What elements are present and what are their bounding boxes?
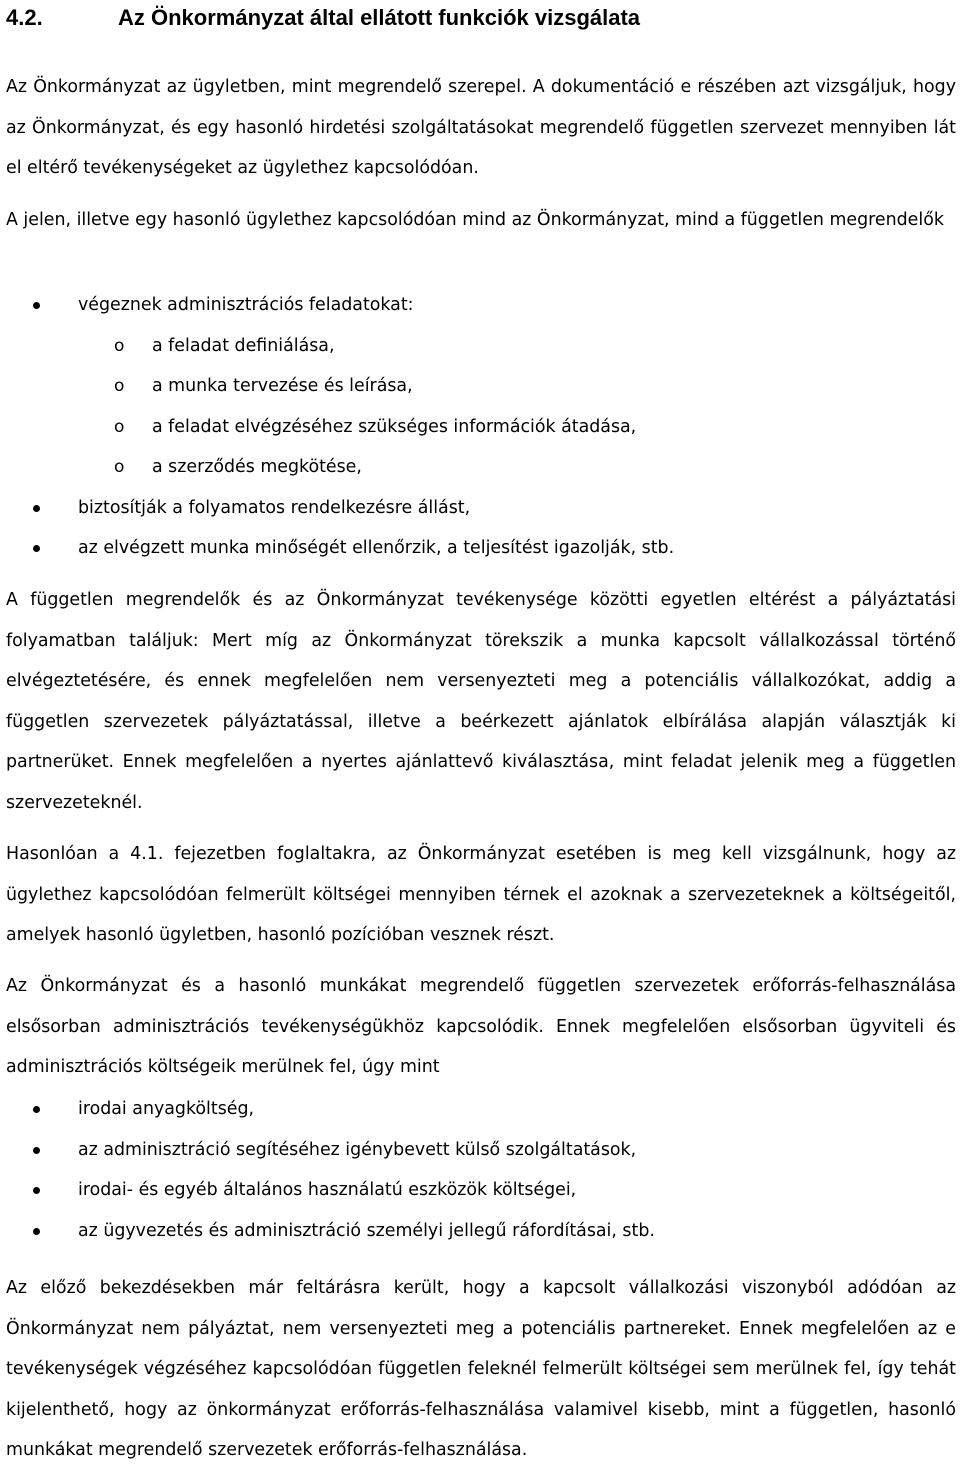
bullet-icon — [33, 545, 40, 552]
circle-bullet-icon: o — [114, 457, 125, 477]
bullet-icon — [33, 1147, 40, 1154]
admin-tasks-list — [6, 285, 956, 569]
bullet-icon — [33, 1228, 40, 1235]
sub-list-item: o a feladat definiálása, — [6, 326, 956, 367]
circle-bullet-icon: o — [114, 416, 125, 437]
cost-items-list — [6, 1089, 956, 1251]
paragraph-intro: Az Önkormányzat az ügyletben, mint megrendelő szerepel. A dokumentáció e részében azt vizsgáljuk, hogy az Önkormányzat, és egy hasonló hirdetési szolgáltatásokat megrendelő független szervezet mennyiben lát el eltérő tevékenységeket az ügylethez kapcsolódóan. — [6, 77, 956, 178]
sub-list-item: o a feladat elvégzéséhez szükséges információk átadása, — [6, 407, 956, 448]
section-number: 4.2. — [6, 5, 43, 30]
paragraph-cost-comparison: Hasonlóan a 4.1. fejezetben foglaltakra, az Önkormányzat esetében is meg kell vizsgálnunk, hogy az ügylethez kapcsolódóan felmerült költségei mennyiben térnek el azoknak a szervezeteknek a költségeitől, amelyek hasonló ügyletben, hasonló pozícióban vesznek részt. — [6, 844, 956, 945]
circle-bullet-icon: o — [114, 335, 125, 356]
paragraph-common-tasks: A jelen, illetve egy hasonló ügylethez kapcsolódóan mind az Önkormányzat, mind a független megrendelők — [6, 210, 944, 230]
paragraph-resource-use: Az Önkormányzat és a hasonló munkákat megrendelő független szervezetek erőforrás-felhasználása elsősorban adminisztrációs tevékenységükhöz kapcsolódik. Ennek megfelelően elsősorban ügyviteli és adminisztrációs költségeik merülnek fel, úgy mint — [6, 976, 956, 1077]
list-item: végeznek adminisztrációs feladatokat: — [6, 285, 956, 326]
sub-list-item: o a szerződés megkötése, — [6, 447, 956, 488]
bullet-icon — [33, 302, 40, 309]
paragraph-tendering-difference: A független megrendelők és az Önkormányzat tevékenysége közötti egyetlen eltérést a pályáztatási folyamatban találjuk: Mert míg az Önkormányzat törekszik a munka kapcsolt vállalkozással történő elvégeztetésére, és ennek megfelelően nem versenyezteti meg a potenciális vállalkozókat, addig a független szervezetek pályáztatással, illetve a beérkezett ajánlatok elbírálása alapján választják ki partnerüket. Ennek megfelelően a nyertes ajánlattevő kiválasztása, mint feladat jelenik meg a független szervezeteknél. — [6, 590, 956, 813]
paragraph-conclusion: Az előző bekezdésekben már feltárásra került, hogy a kapcsolt vállalkozási viszonyból adódóan az Önkormányzat nem pályáztat, nem versenyezteti meg a potenciális partnereket. Ennek megfelelően az e tevékenységek végzéséhez kapcsolódóan független feleknél felmerült költségei sem merülnek fel, így tehát kijelenthető, hogy az önkormányzat erőforrás-felhasználása valamivel kisebb, mint a független, hasonló munkákat megrendelő szervezetek erőforrás-felhasználása. — [6, 1278, 956, 1460]
bullet-icon — [33, 1187, 40, 1194]
list-item: az elvégzett munka minőségét ellenőrzik, a teljesítést igazolják, stb. — [6, 528, 956, 569]
list-item: irodai anyagköltség, — [6, 1089, 956, 1130]
section-title: Az Önkormányzat által ellátott funkciók vizsgálata — [118, 5, 641, 30]
section-heading — [6, 5, 640, 31]
circle-bullet-icon: o — [114, 376, 125, 396]
sub-list-item: o a munka tervezése és leírása, — [6, 366, 956, 407]
bullet-icon — [33, 505, 40, 512]
bullet-icon — [33, 1106, 40, 1113]
list-item: irodai- és egyéb általános használatú eszközök költségei, — [6, 1170, 956, 1211]
list-item: az adminisztráció segítéséhez igénybevett külső szolgáltatások, — [6, 1130, 956, 1171]
list-item: az ügyvezetés és adminisztráció személyi jellegű ráfordításai, stb. — [6, 1211, 956, 1252]
list-item: biztosítják a folyamatos rendelkezésre állást, — [6, 488, 956, 529]
